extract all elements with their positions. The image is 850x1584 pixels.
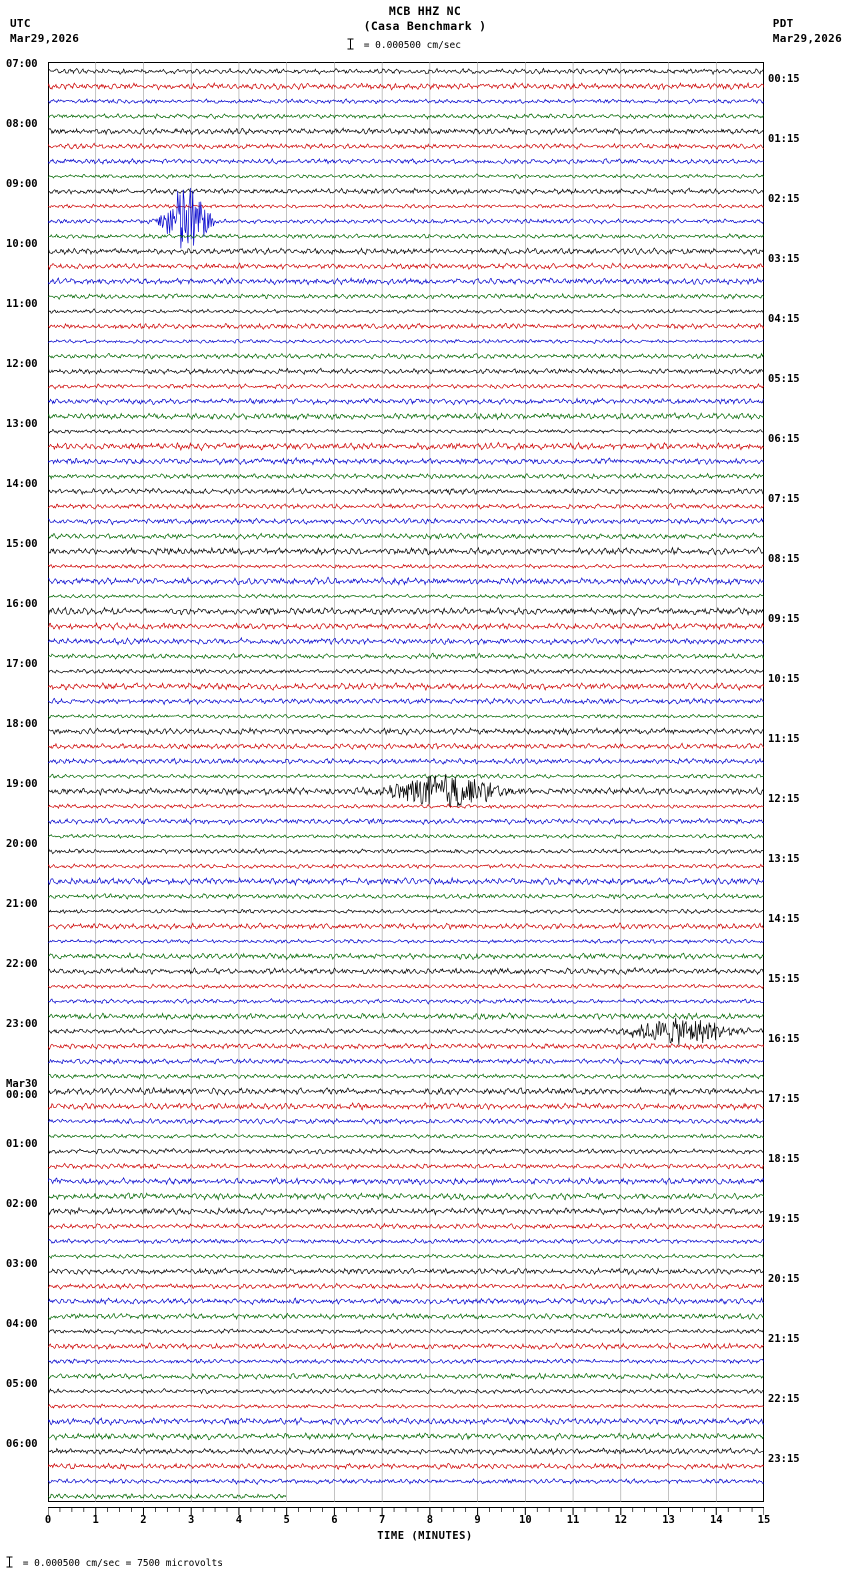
scale-bar-icon — [347, 38, 354, 53]
right-time-label: 03:15 — [768, 253, 800, 265]
seismogram-plot[interactable] — [48, 62, 764, 1502]
right-time-label: 05:15 — [768, 373, 800, 385]
right-time-label: 22:15 — [768, 1393, 800, 1405]
left-time-label: 08:00 — [6, 118, 38, 130]
x-axis-tick-label: 14 — [709, 1514, 723, 1526]
x-axis-tick-label: 12 — [614, 1514, 628, 1526]
right-time-label: 19:15 — [768, 1213, 800, 1225]
left-time-label: Mar30 — [6, 1078, 38, 1090]
header-right — [773, 16, 842, 46]
x-axis — [44, 1504, 771, 1526]
x-axis-tick-label: 3 — [188, 1514, 195, 1526]
right-time-label: 17:15 — [768, 1093, 800, 1105]
right-time-label: 18:15 — [768, 1153, 800, 1165]
left-time-label: 17:00 — [6, 658, 38, 670]
utc-date: Mar29,2026 — [10, 32, 80, 45]
left-time-label: 21:00 — [6, 898, 38, 910]
left-time-label: 20:00 — [6, 838, 38, 850]
left-time-label: 09:00 — [6, 178, 38, 190]
footer-scale — [6, 1556, 223, 1571]
x-axis-tick-label: 5 — [283, 1514, 290, 1526]
right-time-label: 12:15 — [768, 793, 800, 805]
left-time-label: 19:00 — [6, 778, 38, 790]
left-time-label: 10:00 — [6, 238, 38, 250]
right-time-label: 07:15 — [768, 493, 800, 505]
left-time-label: 18:00 — [6, 718, 38, 730]
right-time-label: 23:15 — [768, 1453, 800, 1465]
x-axis-title: TIME (MINUTES) — [377, 1530, 473, 1542]
x-axis-tick-label: 6 — [331, 1514, 338, 1526]
x-axis-tick-label: 13 — [662, 1514, 675, 1526]
left-time-label: 12:00 — [6, 358, 38, 370]
right-time-label: 02:15 — [768, 193, 800, 205]
right-time-label: 01:15 — [768, 133, 800, 145]
right-time-label: 15:15 — [768, 973, 800, 985]
left-time-label: 16:00 — [6, 598, 38, 610]
station-subtitle: (Casa Benchmark ) — [363, 19, 487, 33]
x-axis-tick-label: 7 — [378, 1514, 386, 1526]
x-axis-tick-label: 15 — [757, 1514, 771, 1526]
pdt-label: PDT — [772, 17, 794, 30]
left-time-label: 04:00 — [6, 1318, 38, 1330]
x-axis-tick-label: 9 — [474, 1514, 481, 1526]
x-axis-tick-label: 2 — [140, 1514, 147, 1526]
scale-note — [347, 38, 461, 53]
left-time-label: 22:00 — [6, 958, 38, 970]
right-time-label: 00:15 — [768, 73, 800, 85]
pdt-date: Mar29,2026 — [772, 32, 842, 45]
right-time-label: 21:15 — [768, 1333, 800, 1345]
x-axis-tick-label: 8 — [426, 1514, 434, 1526]
header-center — [0, 4, 850, 34]
left-time-label: 01:00 — [6, 1138, 38, 1150]
right-time-label: 09:15 — [768, 613, 800, 625]
right-time-label: 20:15 — [768, 1273, 800, 1285]
left-time-label: 03:00 — [6, 1258, 38, 1270]
station-title: MCB HHZ NC — [388, 4, 462, 18]
left-time-label: 15:00 — [6, 538, 38, 550]
left-time-label: 11:00 — [6, 298, 38, 310]
utc-label: UTC — [10, 17, 31, 30]
left-time-label: 05:00 — [6, 1378, 38, 1390]
right-time-label: 08:15 — [768, 553, 800, 565]
right-time-label: 10:15 — [768, 673, 800, 685]
scale-note-text: = 0.000500 cm/sec — [363, 40, 461, 51]
right-time-label: 04:15 — [768, 313, 800, 325]
left-time-label: 06:00 — [6, 1438, 38, 1450]
x-axis-tick-label: 1 — [92, 1514, 99, 1526]
right-time-label: 13:15 — [768, 853, 800, 865]
left-time-label: 14:00 — [6, 478, 38, 490]
footer-scale-text: = 0.000500 cm/sec = 7500 microvolts — [22, 1558, 223, 1569]
right-time-label: 11:15 — [768, 733, 800, 745]
left-time-label: 23:00 — [6, 1018, 38, 1030]
x-axis-tick-label: 0 — [44, 1514, 52, 1526]
left-time-label: 00:00 — [6, 1089, 38, 1101]
footer-scale-bar-icon — [6, 1556, 13, 1571]
x-axis-tick-label: 4 — [235, 1514, 243, 1526]
right-time-label: 06:15 — [768, 433, 800, 445]
right-time-label: 16:15 — [768, 1033, 800, 1045]
left-time-label: 13:00 — [6, 418, 38, 430]
left-time-label: 02:00 — [6, 1198, 38, 1210]
right-time-label: 14:15 — [768, 913, 800, 925]
x-axis-tick-label: 10 — [519, 1514, 532, 1526]
x-axis-tick-label: 11 — [566, 1514, 580, 1526]
left-time-label: 07:00 — [6, 58, 38, 70]
